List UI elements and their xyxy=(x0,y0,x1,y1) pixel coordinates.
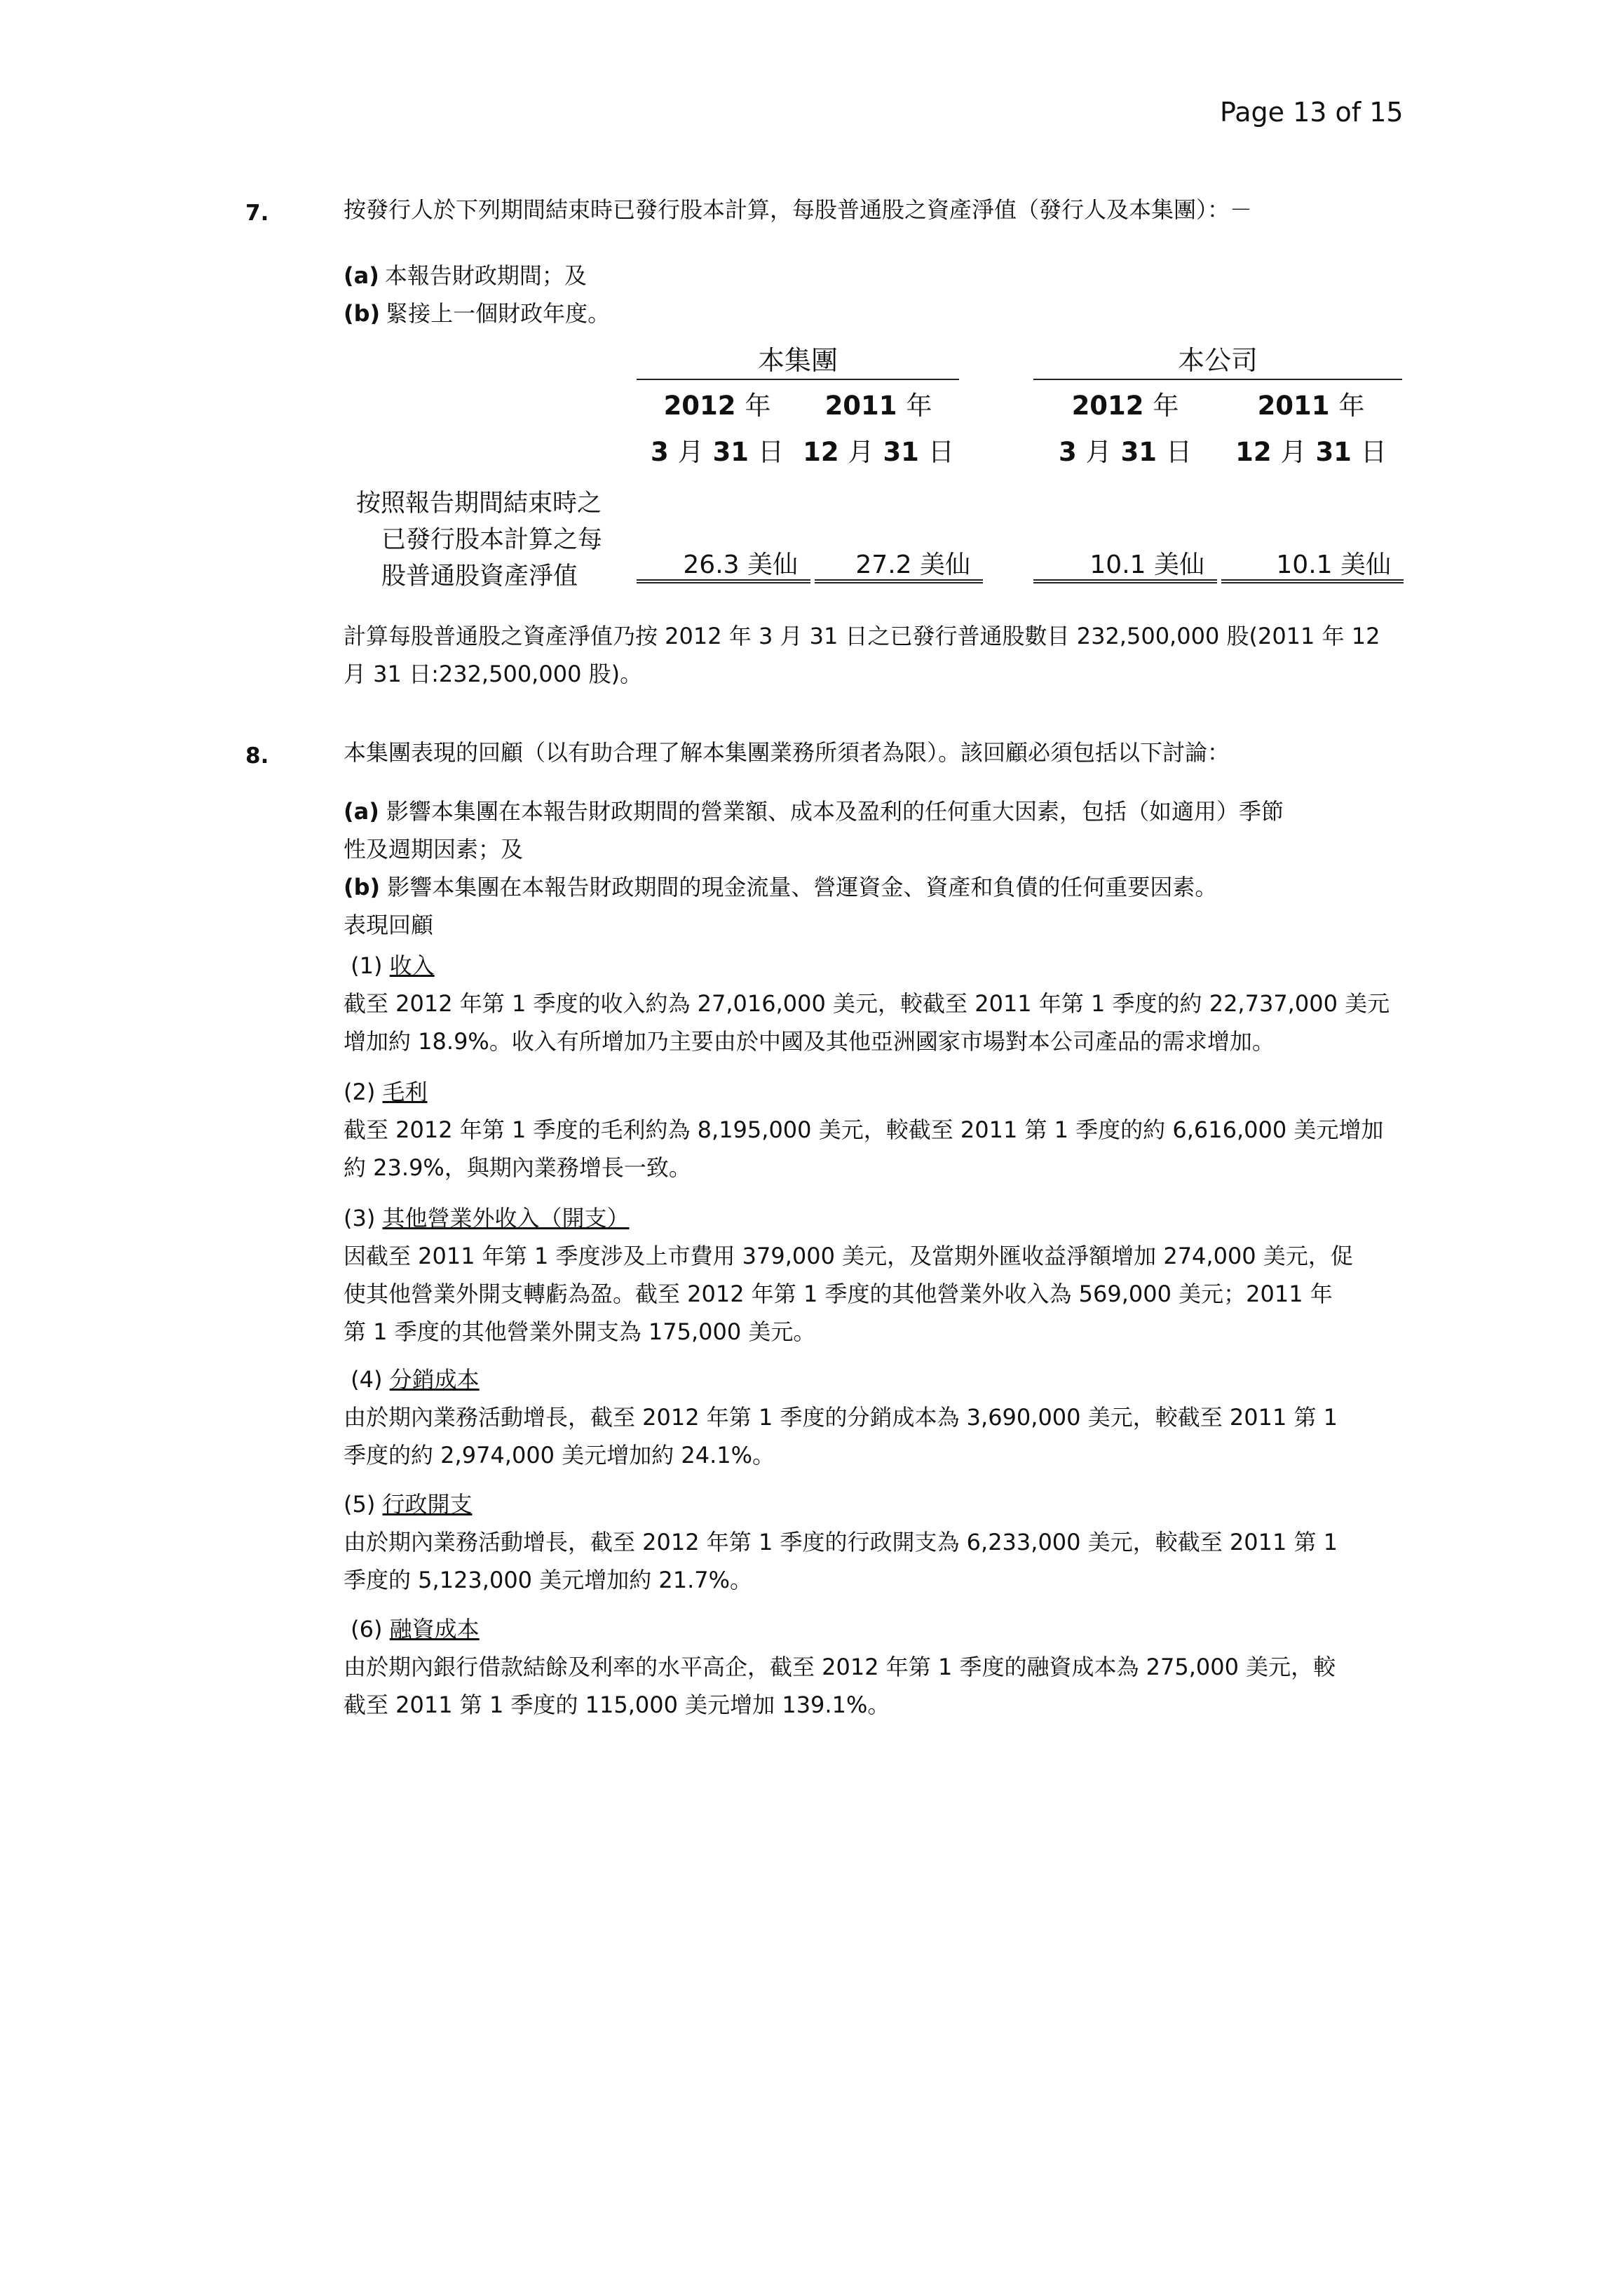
page-number: Page 13 of 15 xyxy=(1220,97,1404,128)
section-7-items xyxy=(344,257,1381,332)
value-company-2011: 10.1 美仙 xyxy=(1221,547,1404,583)
subsection-finance-cost: (6) 融資成本 由於期內銀行借款結餘及利率的水平高企，截至 2012 年第 1 季度的融資成本為 275,000 美元，較 截至 2011 第 1 季度的 115,000 美元增加 139.1%。 xyxy=(344,1610,1381,1724)
review-heading: 表現回顧 xyxy=(344,912,434,938)
value-company-2012: 10.1 美仙 xyxy=(1033,547,1217,583)
section-7-item-a: (a) 本報告財政期間；及 xyxy=(344,262,587,289)
value-group-2011: 27.2 美仙 xyxy=(815,547,983,583)
section-7-number: 7. xyxy=(245,201,269,226)
subsection-heading: (6) 融資成本 xyxy=(351,1616,480,1642)
subsection-gross-profit: (2) 毛利 截至 2012 年第 1 季度的毛利約為 8,195,000 美元，較截至 2011 第 1 季度的約 6,616,000 美元增加 約 23.9%，與期內業務增長一致。 xyxy=(344,1073,1381,1187)
subsection-heading: (1) 收入 xyxy=(351,952,435,979)
subsection-heading: (3) 其他營業外收入（開支） xyxy=(344,1205,630,1231)
column-header-4: 2011 年 12 月 31 日 xyxy=(1235,391,1387,467)
nav-per-share-table xyxy=(344,344,1409,596)
section-7-title: 按發行人於下列期間結束時已發行股本計算，每股普通股之資產淨值（發行人及本集團）：－ xyxy=(344,196,1253,223)
subsection-heading: (4) 分銷成本 xyxy=(351,1366,480,1393)
row-label: 按照報告期間結束時之 已發行股本計算之每 股普通股資產淨值 xyxy=(356,489,603,590)
section-8-items: (a) 影響本集團在本報告財政期間的營業額、成本及盈利的任何重大因素，包括（如適用）季節 性及週期因素；及 (b) 影響本集團在本報告財政期間的現金流量、營運資金、資產和負債的任何重要因素。 表現回顧 xyxy=(344,792,1381,944)
value-group-2012: 26.3 美仙 xyxy=(637,547,810,583)
column-header-3: 2012 年 3 月 31 日 xyxy=(1059,391,1192,467)
column-header-2: 2011 年 12 月 31 日 xyxy=(803,391,954,467)
group-header-company: 本公司 xyxy=(1033,344,1402,380)
subsection-admin-expense: (5) 行政開支 由於期內業務活動增長，截至 2012 年第 1 季度的行政開支為 6,233,000 美元，較截至 2011 第 1 季度的 5,123,000 美元增加約 21.7%。 xyxy=(344,1485,1381,1599)
section-8-item-b: (b) 影響本集團在本報告財政期間的現金流量、營運資金、資產和負債的任何重要因素。 xyxy=(344,874,1218,900)
column-header-1: 2012 年 3 月 31 日 xyxy=(651,391,784,467)
section-8-title: 本集團表現的回顧（以有助合理了解本集團業務所須者為限）。該回顧必須包括以下討論： xyxy=(344,739,1230,766)
subsection-heading: (5) 行政開支 xyxy=(344,1491,473,1518)
subsection-revenue: (1) 收入 截至 2012 年第 1 季度的收入約為 27,016,000 美元，較截至 2011 年第 1 季度的約 22,737,000 美元 增加約 18.9%。收入有所增加乃主要由於中國及其他亞洲國家市場對本公司產品的需求增加。 xyxy=(344,947,1381,1060)
section-7-item-b: (b) 緊接上一個財政年度。 xyxy=(344,300,611,327)
section-7-note: 計算每股普通股之資產淨值乃按 2012 年 3 月 31 日之已發行普通股數目 232,500,000 股(2011 年 12 月 31 日:232,500,000 股)。 xyxy=(344,623,1380,687)
subsection-other-income: (3) 其他營業外收入（開支） 因截至 2011 年第 1 季度涉及上市費用 379,000 美元，及當期外匯收益淨額增加 274,000 美元，促 使其他營業外開支轉虧為盈。截至 2012 年第 1 季度的其他營業外收入為 569,000 美元；2011 年 第 1 季度的其他營業外開支為 175,000 美元。 xyxy=(344,1199,1381,1351)
subsection-distribution-cost: (4) 分銷成本 由於期內業務活動增長，截至 2012 年第 1 季度的分銷成本為 3,690,000 美元，較截至 2011 第 1 季度的約 2,974,000 美元增加約 24.1%。 xyxy=(344,1360,1381,1474)
subsection-heading: (2) 毛利 xyxy=(344,1079,428,1105)
group-header-group: 本集團 xyxy=(637,344,959,380)
section-8-number: 8. xyxy=(245,743,269,769)
section-8-item-a: (a) 影響本集團在本報告財政期間的營業額、成本及盈利的任何重大因素，包括（如適用）季節 xyxy=(344,798,1284,825)
